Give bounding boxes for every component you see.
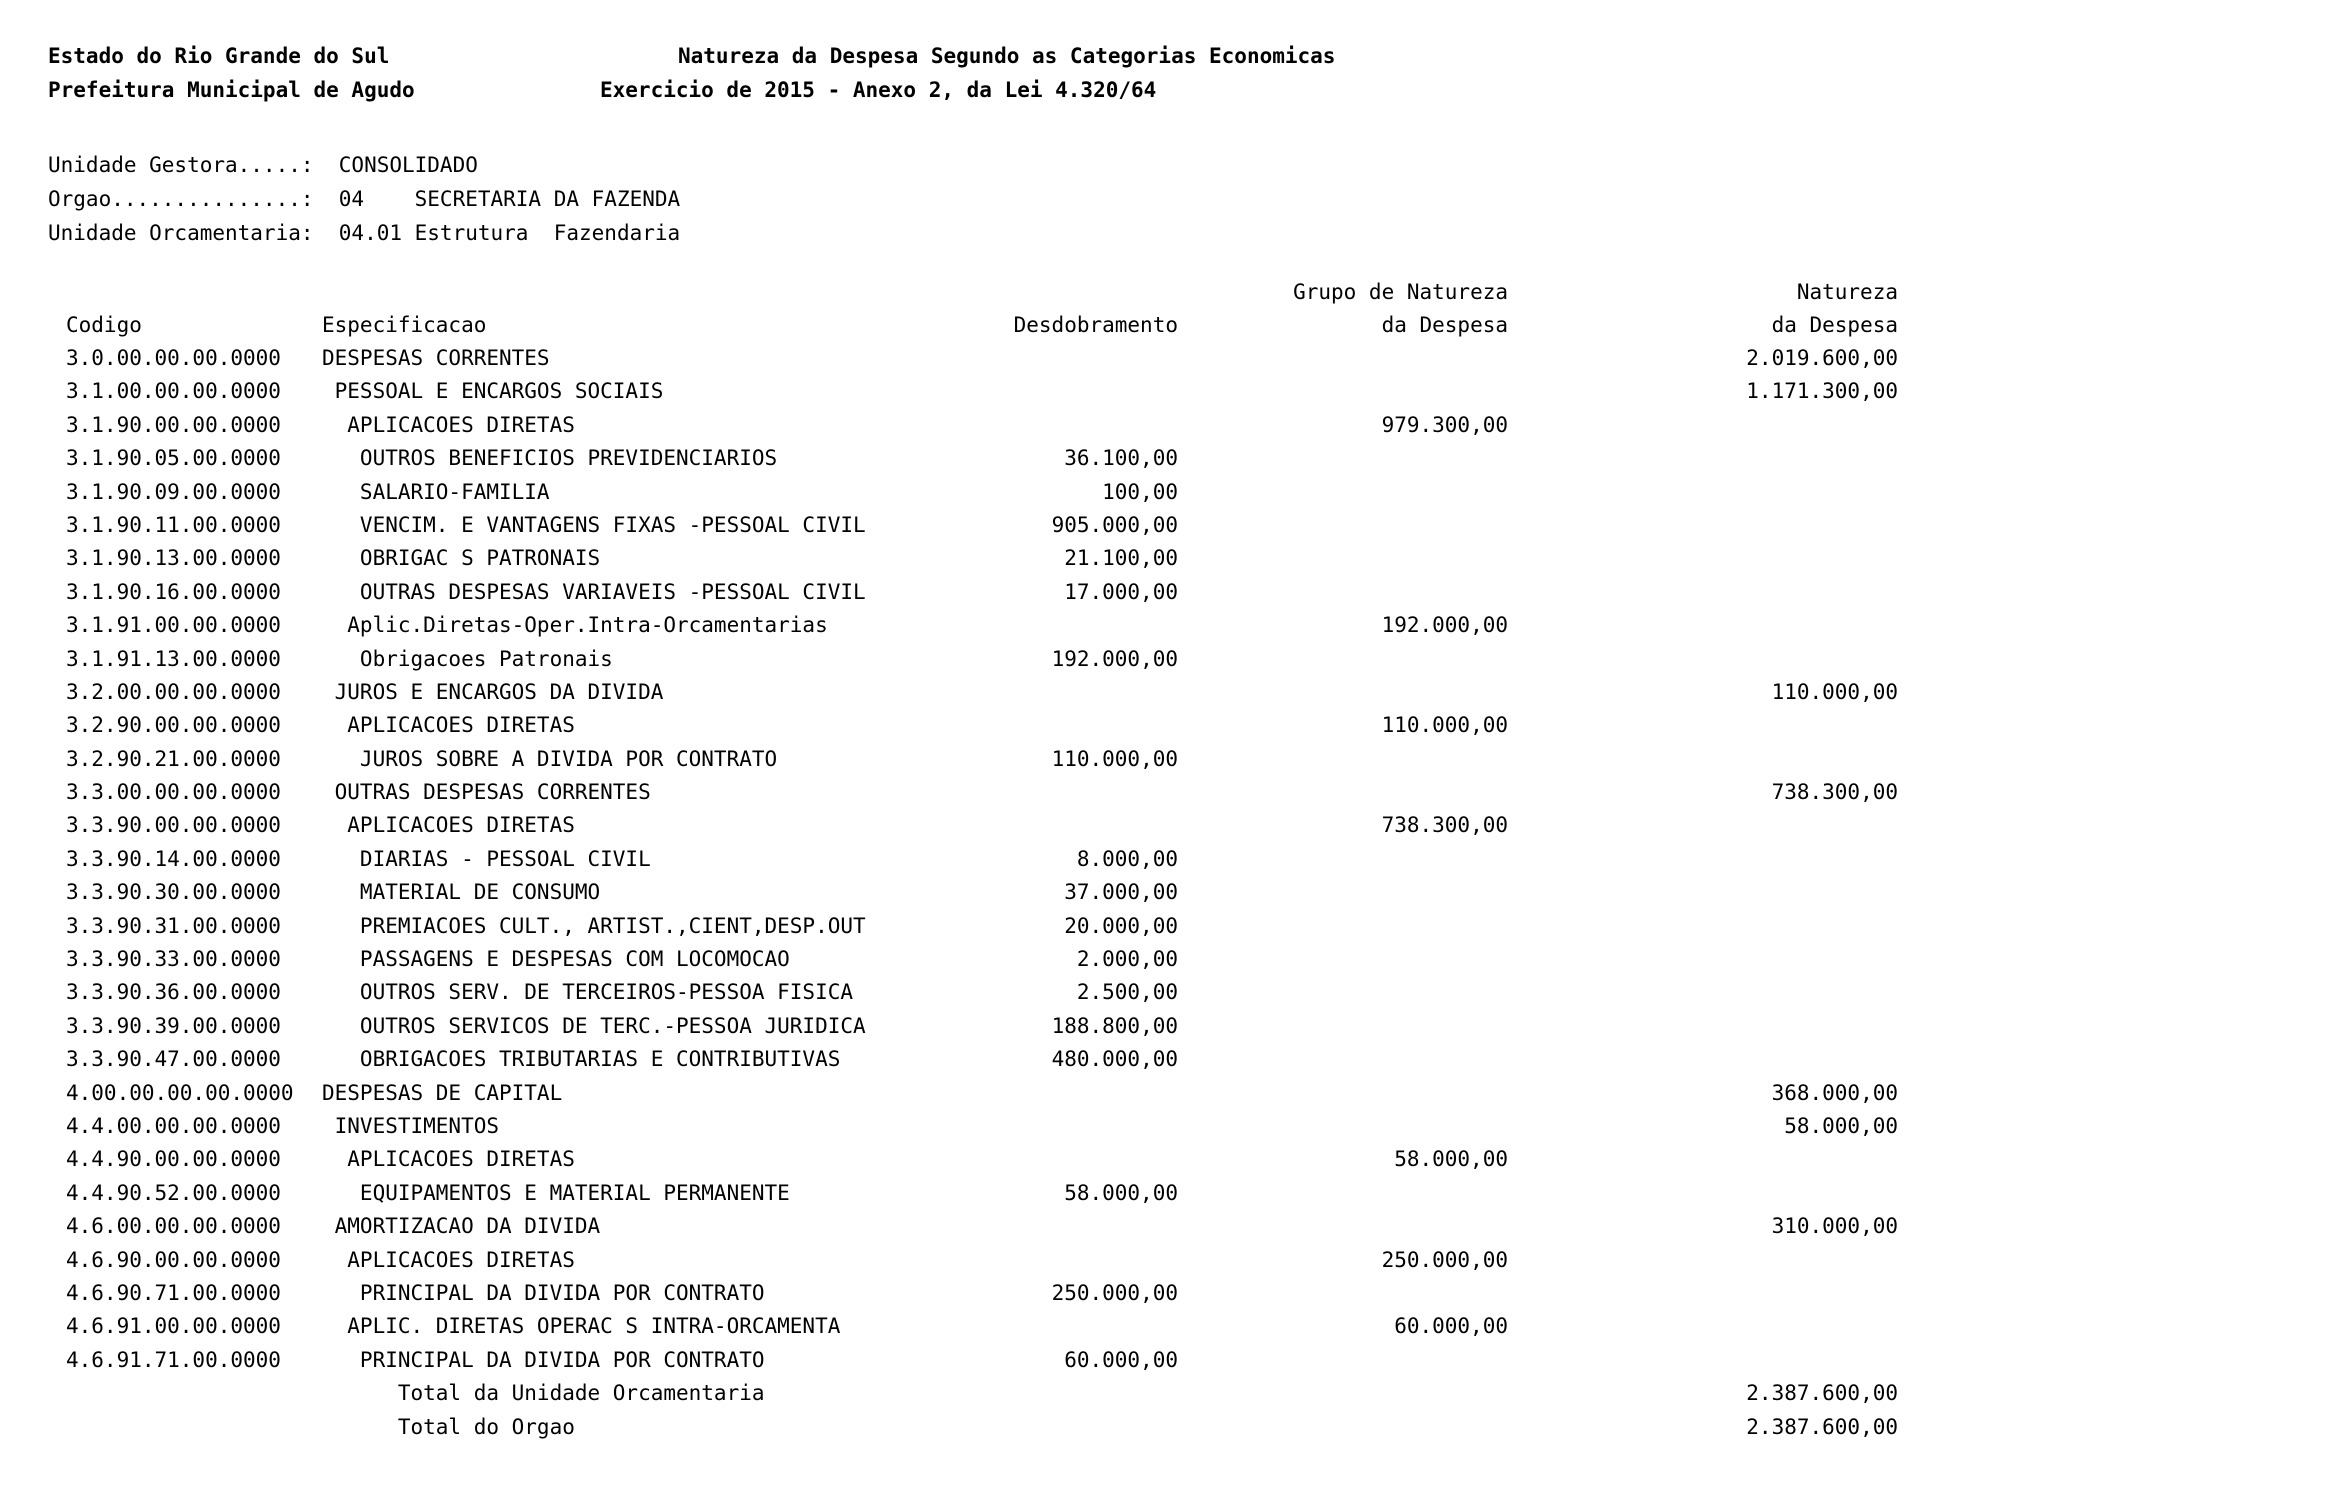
column-header-natureza-bottom: da Despesa: [1771, 313, 1898, 337]
cell-especificacao: PRINCIPAL DA DIVIDA POR CONTRATO: [322, 1280, 765, 1305]
table-row: [48, 1347, 2288, 1383]
cell-desdobramento: 480.000,00: [1051, 1047, 1178, 1072]
cell-especificacao: JUROS E ENCARGOS DA DIVIDA: [322, 679, 664, 704]
cell-especificacao: PRINCIPAL DA DIVIDA POR CONTRATO: [322, 1347, 765, 1372]
cell-especificacao: OUTRAS DESPESAS CORRENTES: [322, 780, 651, 805]
cell-natureza-despesa: 58.000,00: [1784, 1113, 1898, 1138]
cell-desdobramento: 2.500,00: [1076, 980, 1178, 1005]
cell-codigo: 3.2.90.00.00.0000: [66, 713, 281, 738]
table-row: [48, 1247, 2288, 1283]
cell-especificacao: APLIC. DIRETAS OPERAC S INTRA-ORCAMENTA: [322, 1314, 841, 1339]
cell-desdobramento: 8.000,00: [1076, 846, 1178, 871]
cell-especificacao: SALARIO-FAMILIA: [322, 479, 550, 504]
cell-codigo: 4.6.90.71.00.0000: [66, 1280, 281, 1305]
cell-especificacao: OUTRAS DESPESAS VARIAVEIS -PESSOAL CIVIL: [322, 579, 866, 604]
report-header: [48, 46, 2288, 114]
cell-especificacao: VENCIM. E VANTAGENS FIXAS -PESSOAL CIVIL: [322, 512, 866, 537]
cell-desdobramento: 17.000,00: [1064, 579, 1178, 604]
cell-especificacao: OBRIGAC S PATRONAIS: [322, 546, 601, 571]
cell-especificacao: OUTROS BENEFICIOS PREVIDENCIARIOS: [322, 446, 778, 471]
table-row: [48, 615, 2288, 648]
column-header-grupo-bottom: da Despesa: [1381, 313, 1508, 337]
cell-desdobramento: 20.000,00: [1064, 913, 1178, 938]
cell-desdobramento: 2.000,00: [1076, 947, 1178, 972]
cell-desdobramento: 100,00: [1102, 479, 1178, 504]
cell-especificacao: OUTROS SERV. DE TERCEIROS-PESSOA FISICA: [322, 980, 854, 1005]
table-row: [48, 412, 2288, 448]
cell-codigo: 3.1.90.13.00.0000: [66, 546, 281, 571]
cell-natureza-despesa: 1.171.300,00: [1746, 379, 1898, 404]
table-row: [48, 846, 2288, 882]
total-value: 2.387.600,00: [1746, 1414, 1898, 1439]
report-subtitle: Exercicio de 2015 - Anexo 2, da Lei 4.320/64: [600, 78, 1157, 102]
meta-unidade-gestora: Unidade Gestora.....: CONSOLIDADO: [48, 153, 478, 177]
meta-orgao: Orgao...............: 04 SECRETARIA DA FAZENDA: [48, 187, 681, 211]
cell-especificacao: PREMIACOES CULT., ARTIST.,CIENT,DESP.OUT: [322, 913, 866, 938]
cell-especificacao: OUTROS SERVICOS DE TERC.-PESSOA JURIDICA: [322, 1013, 866, 1038]
table-row: [48, 1216, 2288, 1249]
cell-codigo: 3.3.90.30.00.0000: [66, 880, 281, 905]
table-row: [48, 679, 2288, 715]
cell-desdobramento: 110.000,00: [1051, 746, 1178, 771]
cell-especificacao: APLICACOES DIRETAS: [322, 412, 575, 437]
table-row: [48, 913, 2288, 949]
cell-codigo: 3.0.00.00.00.0000: [66, 346, 281, 370]
cell-desdobramento: 36.100,00: [1064, 446, 1178, 471]
table-row: [48, 1280, 2288, 1316]
cell-codigo: 3.1.91.00.00.0000: [66, 613, 281, 638]
cell-especificacao: DIARIAS - PESSOAL CIVIL: [322, 846, 651, 871]
cell-codigo: 3.3.90.14.00.0000: [66, 846, 281, 871]
cell-desdobramento: 905.000,00: [1051, 512, 1178, 537]
cell-desdobramento: 58.000,00: [1064, 1180, 1178, 1205]
column-headers-bottom: [48, 315, 2288, 348]
cell-especificacao: JUROS SOBRE A DIVIDA POR CONTRATO: [322, 746, 778, 771]
table-row: [48, 782, 2288, 815]
cell-especificacao: APLICACOES DIRETAS: [322, 1247, 575, 1272]
cell-especificacao: EQUIPAMENTOS E MATERIAL PERMANENTE: [322, 1180, 790, 1205]
cell-codigo: 3.1.90.05.00.0000: [66, 446, 281, 471]
cell-natureza-despesa: 368.000,00: [1771, 1080, 1898, 1105]
cell-natureza-despesa: 110.000,00: [1771, 679, 1898, 704]
table-row: [48, 1013, 2288, 1049]
cell-especificacao: OBRIGACOES TRIBUTARIAS E CONTRIBUTIVAS: [322, 1047, 841, 1072]
cell-grupo-natureza: 192.000,00: [1381, 613, 1508, 638]
table-row: [48, 646, 2288, 682]
table-row: [48, 348, 2288, 381]
table-row: [48, 949, 2288, 982]
table-row: [48, 1049, 2288, 1082]
table-row: [48, 815, 2288, 848]
cell-especificacao: INVESTIMENTOS: [322, 1113, 500, 1138]
cell-desdobramento: 192.000,00: [1051, 646, 1178, 671]
report-title: Natureza da Despesa Segundo as Categorias Economicas: [678, 44, 1336, 68]
total-row: [48, 1414, 2288, 1450]
total-label: Total da Unidade Orcamentaria: [322, 1381, 765, 1406]
cell-codigo: 3.3.90.33.00.0000: [66, 947, 281, 972]
cell-codigo: 4.6.00.00.00.0000: [66, 1214, 281, 1239]
cell-natureza-despesa: 310.000,00: [1771, 1214, 1898, 1239]
cell-desdobramento: 21.100,00: [1064, 546, 1178, 571]
column-header-natureza-top: Natureza: [1796, 280, 1898, 304]
table-row: [48, 512, 2288, 548]
cell-especificacao: APLICACOES DIRETAS: [322, 1147, 575, 1172]
cell-desdobramento: 188.800,00: [1051, 1013, 1178, 1038]
cell-desdobramento: 60.000,00: [1064, 1347, 1178, 1372]
table-row: [48, 1113, 2288, 1149]
column-headers: [48, 282, 2288, 348]
cell-codigo: 3.3.90.31.00.0000: [66, 913, 281, 938]
cell-codigo: 3.3.90.00.00.0000: [66, 813, 281, 838]
table-row: [48, 579, 2288, 615]
cell-especificacao: AMORTIZACAO DA DIVIDA: [322, 1214, 601, 1239]
report-meta: [48, 148, 680, 250]
header-row-1: [48, 46, 2288, 80]
cell-natureza-despesa: 738.300,00: [1771, 780, 1898, 805]
cell-especificacao: APLICACOES DIRETAS: [322, 713, 575, 738]
cell-grupo-natureza: 60.000,00: [1394, 1314, 1508, 1339]
table-row: [48, 1180, 2288, 1216]
cell-especificacao: Aplic.Diretas-Oper.Intra-Orcamentarias: [322, 613, 828, 638]
table-row: [48, 448, 2288, 481]
cell-especificacao: PESSOAL E ENCARGOS SOCIAIS: [322, 379, 664, 404]
cell-especificacao: Obrigacoes Patronais: [322, 646, 613, 671]
header-row-2: [48, 80, 2288, 114]
cell-codigo: 3.3.00.00.00.0000: [66, 780, 281, 805]
cell-especificacao: DESPESAS DE CAPITAL: [322, 1080, 563, 1105]
column-header-desdobramento: Desdobramento: [1013, 313, 1178, 337]
cell-codigo: 3.1.00.00.00.0000: [66, 379, 281, 404]
cell-especificacao: APLICACOES DIRETAS: [322, 813, 575, 838]
cell-codigo: 4.6.90.00.00.0000: [66, 1247, 281, 1272]
cell-codigo: 4.6.91.71.00.0000: [66, 1347, 281, 1372]
table-row: [48, 1149, 2288, 1182]
cell-natureza-despesa: 2.019.600,00: [1746, 346, 1898, 370]
cell-especificacao: MATERIAL DE CONSUMO: [322, 880, 601, 905]
table-row: [48, 381, 2288, 414]
table-row: [48, 548, 2288, 581]
cell-desdobramento: 250.000,00: [1051, 1280, 1178, 1305]
report-rows: [48, 348, 2288, 1450]
cell-especificacao: PASSAGENS E DESPESAS COM LOCOMOCAO: [322, 947, 790, 972]
table-row: [48, 982, 2288, 1015]
cell-codigo: 3.1.90.16.00.0000: [66, 579, 281, 604]
cell-grupo-natureza: 110.000,00: [1381, 713, 1508, 738]
table-row: [48, 1316, 2288, 1349]
cell-codigo: 3.1.90.11.00.0000: [66, 512, 281, 537]
cell-codigo: 3.1.91.13.00.0000: [66, 646, 281, 671]
total-label: Total do Orgao: [322, 1414, 575, 1439]
cell-grupo-natureza: 58.000,00: [1394, 1147, 1508, 1172]
table-row: [48, 715, 2288, 748]
cell-codigo: 4.4.00.00.00.0000: [66, 1113, 281, 1138]
cell-desdobramento: 37.000,00: [1064, 880, 1178, 905]
cell-codigo: 4.4.90.52.00.0000: [66, 1180, 281, 1205]
table-row: [48, 746, 2288, 782]
cell-especificacao: DESPESAS CORRENTES: [322, 346, 550, 370]
column-header-especificacao: Especificacao: [322, 313, 487, 337]
cell-grupo-natureza: 979.300,00: [1381, 412, 1508, 437]
cell-codigo: 3.3.90.47.00.0000: [66, 1047, 281, 1072]
column-header-grupo-top: Grupo de Natureza: [1293, 280, 1508, 304]
entity-municipality: Prefeitura Municipal de Agudo: [48, 78, 415, 102]
cell-codigo: 4.6.91.00.00.0000: [66, 1314, 281, 1339]
cell-grupo-natureza: 250.000,00: [1381, 1247, 1508, 1272]
cell-codigo: 3.3.90.39.00.0000: [66, 1013, 281, 1038]
cell-codigo: 3.3.90.36.00.0000: [66, 980, 281, 1005]
cell-codigo: 4.00.00.00.00.0000: [66, 1080, 294, 1105]
total-value: 2.387.600,00: [1746, 1381, 1898, 1406]
cell-codigo: 3.2.00.00.00.0000: [66, 679, 281, 704]
total-row: [48, 1383, 2288, 1416]
table-row: [48, 1080, 2288, 1116]
cell-codigo: 3.2.90.21.00.0000: [66, 746, 281, 771]
entity-state: Estado do Rio Grande do Sul: [48, 44, 390, 68]
cell-codigo: 3.1.90.09.00.0000: [66, 479, 281, 504]
cell-codigo: 4.4.90.00.00.0000: [66, 1147, 281, 1172]
meta-unidade-orcamentaria: Unidade Orcamentaria: 04.01 Estrutura Fazendaria: [48, 221, 681, 245]
column-headers-top: [48, 282, 2288, 315]
column-header-codigo: Codigo: [66, 313, 142, 337]
table-row: [48, 479, 2288, 515]
table-row: [48, 882, 2288, 915]
cell-codigo: 3.1.90.00.00.0000: [66, 412, 281, 437]
cell-grupo-natureza: 738.300,00: [1381, 813, 1508, 838]
